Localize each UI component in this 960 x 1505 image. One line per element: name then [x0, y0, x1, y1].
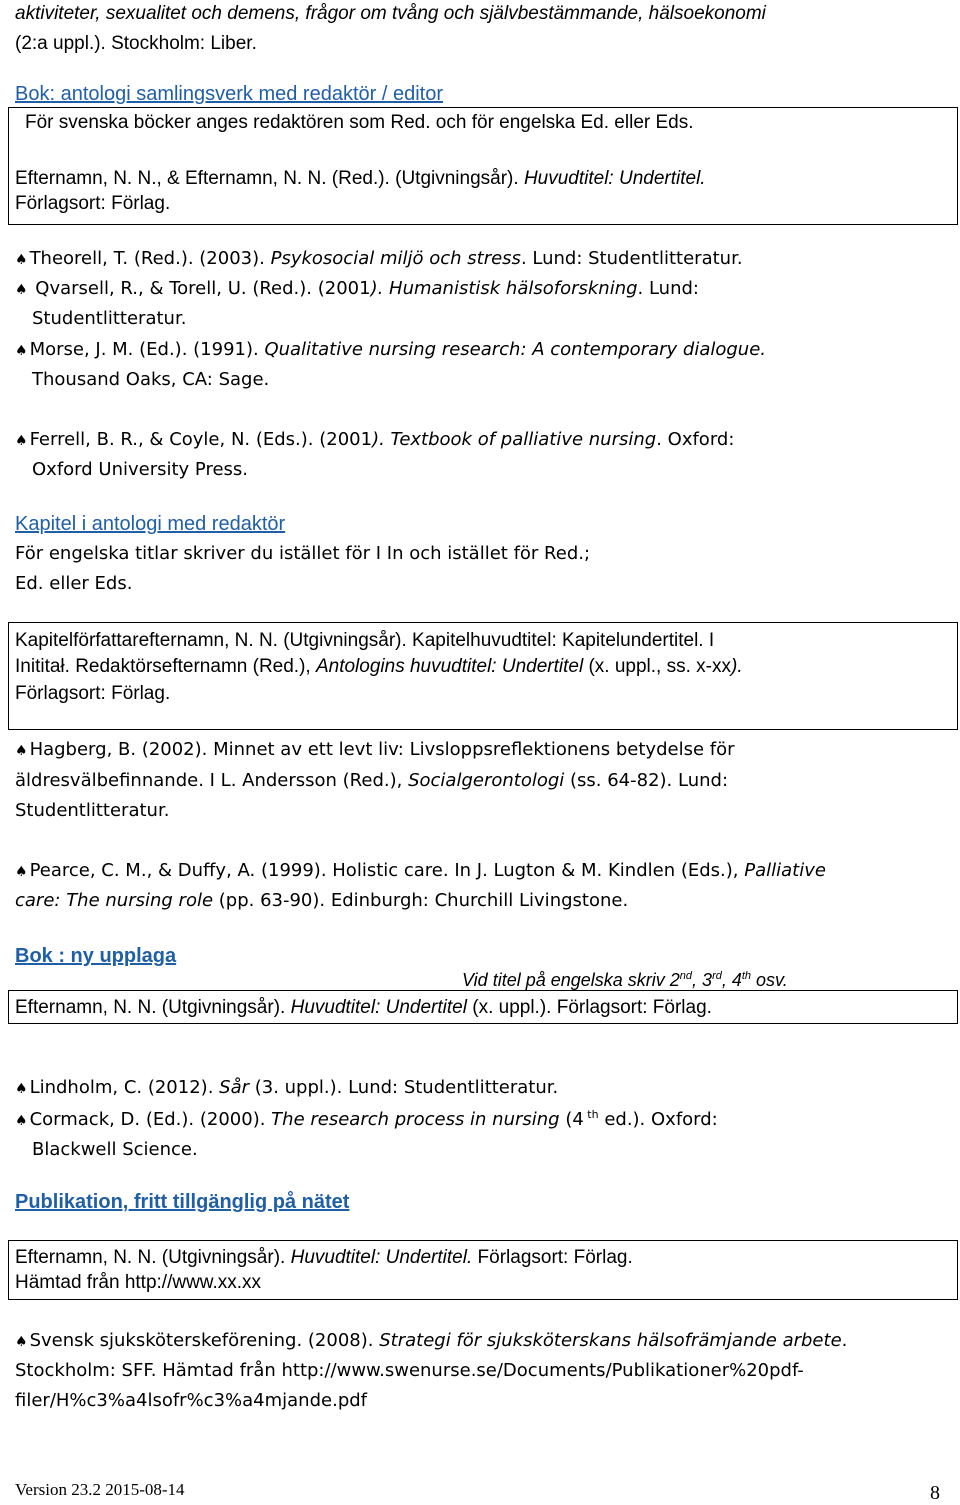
spade-icon: ♠ [15, 433, 28, 449]
anthology-editor-note: För svenska böcker anges redaktören som Red. och för engelska Ed. eller Eds. [25, 112, 694, 133]
new-edition-note: Vid titel på engelska skriv 2nd, 3rd, 4th osv. [462, 970, 788, 990]
spade-icon: ♠ [15, 743, 28, 759]
chapter-template-line-3: Förlagsort: Förlag. [15, 683, 171, 704]
anthology-example-2: ♠ Qvarsell, R., & Torell, U. (Red.). (2001). Humanistisk hälsoforskning. Lund: [15, 278, 699, 299]
new-edition-example-2: ♠ Cormack, D. (Ed.). (2000). The research process in nursing (4 $^{th}$ ed.). Oxford: [15, 1108, 718, 1130]
footer-version: Version 23.2 2015-08-14 [15, 1480, 185, 1499]
section-heading-chapter: Kapitel i antologi med redaktör [15, 513, 286, 535]
anthology-template-line-1: Efternamn, N. N., & Efternamn, N. N. (Red.). (Utgivningsår). Huvudtitel: Undertitel. [15, 168, 706, 189]
section-heading-anthology: Bok: antologi samlingsverk med redaktör / editor [15, 83, 443, 105]
page-number: 8 [930, 1482, 940, 1504]
online-example-1-cont: Stockholm: SFF. Hämtad från http://www.swenurse.se/Documents/Publikationer%20pdf- [15, 1360, 804, 1381]
spade-icon: ♠ [15, 1081, 28, 1097]
anthology-example-4: ♠ Ferrell, B. R., & Coyle, N. (Eds.). (2001). Textbook of palliative nursing. Oxford: [15, 429, 735, 450]
chapter-note-2: Ed. eller Eds. [15, 573, 133, 594]
online-example-1-cont-2: filer/H%c3%a4lsofr%c3%a4mjande.pdf [15, 1390, 368, 1411]
chapter-example-1-cont: äldresvälbefinnande. I L. Andersson (Red.), Socialgerontologi (ss. 64-82). Lund: [15, 770, 729, 791]
chapter-template-line-1: Kapitelförfattarefternamn, N. N. (Utgivningsår). Kapitelhuvudtitel: Kapitelundertitel. I [15, 630, 715, 651]
chapter-example-1: ♠ Hagberg, B. (2002). Minnet av ett levt liv: Livsloppsreflektionens betydelse för [15, 739, 735, 760]
chapter-template-line-2: Inititał. Redaktörsefternamn (Red.), Antologins huvudtitel: Undertitel (x. uppl., ss. x-xx). [15, 656, 743, 677]
chapter-note-1: För engelska titlar skriver du istället för I In och istället för Red.; [15, 543, 591, 564]
anthology-template-line-2: Förlagsort: Förlag. [15, 193, 171, 214]
chapter-example-2-cont: care: The nursing role (pp. 63-90). Edinburgh: Churchill Livingstone. [15, 890, 629, 911]
spade-icon: ♠ [15, 343, 28, 359]
spade-icon: ♠ [15, 282, 28, 298]
anthology-example-1: ♠ Theorell, T. (Red.). (2003). Psykosocial miljö och stress. Lund: Studentlitteratur. [15, 248, 743, 269]
spade-icon: ♠ [15, 1113, 28, 1129]
section-heading-online: Publikation, fritt tillgänglig på nätet [15, 1191, 350, 1213]
chapter-example-2: ♠ Pearce, C. M., & Duffy, A. (1999). Holistic care. In J. Lugton & M. Kindlen (Eds.), Palliative [15, 860, 826, 881]
spade-icon: ♠ [15, 864, 28, 880]
anthology-example-3-cont: Thousand Oaks, CA: Sage. [32, 369, 270, 390]
new-edition-example-1: ♠ Lindholm, C. (2012). Sår (3. uppl.). Lund: Studentlitteratur. [15, 1077, 559, 1098]
section-heading-new-edition: Bok : ny upplaga [15, 945, 177, 967]
spade-icon: ♠ [15, 1334, 28, 1350]
new-edition-template: Efternamn, N. N. (Utgivningsår). Huvudtitel: Undertitel (x. uppl.). Förlagsort: Förlag. [15, 997, 712, 1018]
online-template-line-1: Efternamn, N. N. (Utgivningsår). Huvudtitel: Undertitel. Förlagsort: Förlag. [15, 1247, 633, 1268]
anthology-example-4-cont: Oxford University Press. [32, 459, 249, 480]
top-line-1: aktiviteter, sexualitet och demens, frågor om tvång och självbestämmande, hälsoekonomi [15, 3, 766, 24]
spade-icon: ♠ [15, 252, 28, 268]
anthology-example-2-cont: Studentlitteratur. [32, 308, 187, 329]
anthology-example-3: ♠ Morse, J. M. (Ed.). (1991). Qualitative nursing research: A contemporary dialogue. [15, 339, 767, 360]
chapter-example-1-cont-2: Studentlitteratur. [15, 800, 170, 821]
top-line-2: (2:a uppl.). Stockholm: Liber. [15, 33, 257, 54]
online-template-line-2: Hämtad från http://www.xx.xx [15, 1272, 262, 1293]
online-example-1: ♠ Svensk sjuksköterskeförening. (2008). Strategi för sjuksköterskans hälsofrämjande arbete. [15, 1330, 848, 1351]
new-edition-example-2-cont: Blackwell Science. [32, 1139, 198, 1160]
